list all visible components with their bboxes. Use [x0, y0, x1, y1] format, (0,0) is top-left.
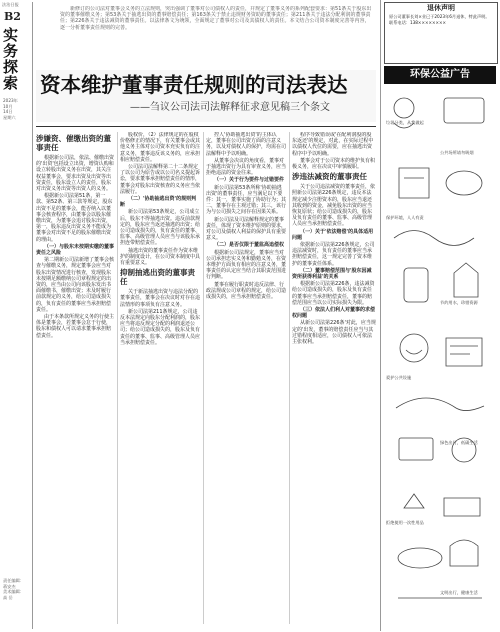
psa-note: 保护环境，人人有责 — [386, 215, 424, 220]
notice-text: 原公司董事长刘×业已于2023年6月退休，特此声明。联系电话：138×××××××× — [389, 14, 490, 25]
column-divider — [203, 132, 204, 624]
section-heading: 抑制抽逃出资的董事责任 — [120, 268, 195, 287]
sub-heading: （二）董事赔偿范围与'股东因减资所获得利益'的关系 — [292, 267, 372, 281]
paragraph: 依据新公司法第226条规定，公司违法减资时，负有责任的董事应当承担赔偿责任，这一规定完善了资本维护的董事责任体系。 — [292, 242, 375, 267]
headline: 资本维护董事责任规则的司法表达 — [40, 73, 348, 97]
sub-heading: （三）依法人们利人对董事的求偿权问题 — [292, 307, 376, 320]
paragraph: 由于本条款所规定义务的行使主体是董事会，若董事会怠于行使，股东和债权人可以请求董事承担赔偿责任。 — [36, 314, 114, 339]
sidebar-divider — [380, 0, 381, 631]
notice-title: 退休声明 — [427, 4, 455, 12]
paragraph: 股权价，（2）法律规定的在股权价格修正的情况下，有关董事会或其他义务主体对公司资本充实负有的注意义务，董事违反该义务的，应承担相应赔偿责任。 — [120, 132, 200, 163]
psa-note: 垃圾分类，从我做起 — [386, 120, 424, 125]
headline-rule — [36, 126, 376, 127]
psa-note: 绿色出行，低碳生活 — [440, 440, 478, 445]
paragraph: 关于新法抽逃出资与违法分配的董事责任，董事会在决议时对存在违法情形的事项负有注意义务。 — [120, 289, 200, 308]
column-divider — [117, 132, 118, 624]
paragraph: 控人'协助抽逃出资'的主体认定，董事在公司出资方面的注意义务，以及对债权人的保护，均需在司法解释中予以明确。 — [206, 132, 286, 157]
section-heading: 涉违法减资的董事责任 — [292, 172, 367, 182]
paragraph: 根据新公司法第226条，违法减资给公司造成损失的，股东及负有责任的董事应当承担赔偿责任，董事的赔偿范围应当以公司实际损失为限。 — [292, 281, 375, 306]
psa-note: 爱护公共设施 — [386, 375, 412, 380]
paragraph: 公司法司法解释第二十二条规定了以公司为原告或以公司名义提起诉讼，要求董事承担赔偿责任的情形，董事会对股东出资核查的义务应当依法履行。 — [120, 164, 200, 195]
psa-illustration — [384, 88, 496, 628]
paragraph: 董事在履行职责时违反法律、行政法规或公司章程的规定，给公司造成损失的，应当承担赔偿责任。 — [206, 281, 286, 301]
sub-heading: （二）是否仅限于董监高追偿权 — [214, 242, 285, 249]
sub-heading: （二）'协助抽逃出资'的规则判断 — [120, 196, 197, 209]
section-heading: 涉嫌资、催缴出资的董事责任 — [36, 134, 111, 152]
column-divider — [289, 132, 290, 624]
sub-heading: （一）与股东未按期实缴的董事责任之风险 — [36, 243, 114, 257]
subheadline: ——刍议公司法司法解释征求意见稿三个条文 — [130, 102, 330, 113]
psa-note: 拒绝使用一次性用品 — [386, 520, 424, 525]
lead-paragraph: 新修订的公司法对董事会义务的立法规则，突出强调了董事对公司债权人的责任，并规定了董事义务的系列配套要求：第51条关于股东出资的董事催缴义务；第53条关于抽逃出资的董事赔偿责任；第163条关于禁止违规财务资助的董事责任；第211条关于违法分配利润的董事责任；第226条关于违法减资的董事责任。以法律条文为统领，全面规定了董事对公司及其债权人的责任。本文结合公司资本制度完善等内容，逐一分析董事责任规则的完善。 — [60, 6, 372, 31]
psa-note: 公共场所请勿吸烟 — [440, 150, 474, 155]
article-column-3 — [206, 132, 286, 624]
article-column-4 — [292, 132, 376, 624]
publication-line: 法治日报 — [2, 2, 19, 7]
psa-note: 节约用水，珍惜资源 — [440, 300, 478, 305]
paragraph: 新公司法及司法解释规定的董事责任，体现了资本维护原则的要求，对公司及债权人利益的保护具有重要意义。 — [206, 216, 286, 242]
paragraph: 新公司法第53条规定，公司成立后，股东不得抽逃出资。违反前款规定的，股东应当返还抽逃的出资；给公司造成损失的，负有责任的董事、监事、高级管理人员应当与该股东承担连带赔偿责任。 — [120, 209, 200, 247]
paragraph: 新公司法第211条规定，公司违反本法规定向股东分配利润的，股东应当将违反规定分配的利润退还公司；给公司造成损失的，股东及负有责任的董事、监事、高级管理人员应当承担赔偿责任。 — [120, 308, 200, 346]
paragraph: 根据新公司法规定，董事应当对公司承担忠实义务和勤勉义务，在资本维护方面负有相应的注意义务，董事责任的认定应当结合其职责范围进行判断。 — [206, 249, 286, 281]
paragraph: 从董事会决议的角度看，董事对于抽逃出资行为具有审查义务，应当拒绝违法的资金往来。 — [206, 157, 286, 177]
paragraph: 抽逃出资的董事责任作为资本维护的制度设计，在公司资本制度中具有重要意义。 — [120, 247, 200, 267]
paragraph: 关于公司违法减资的董事责任，依照新公司法第226条规定，违反本法规定减少注册资本的，股东应当退还其收到的资金，减免股东出资的应当恢复原状；给公司造成损失的，股东及负有责任的董事、监事、高级管理人员应当承担赔偿责任。 — [292, 184, 376, 228]
notice-box — [384, 2, 498, 64]
psa-note: 文明出行，健康生活 — [440, 590, 478, 595]
left-divider — [32, 2, 33, 629]
issue-date: 2023年 10月 14日 星期六 — [3, 98, 18, 120]
article-column-2 — [120, 132, 200, 624]
paragraph: 程序导致错误或'在配利润股的股东返还'的规定，对此，在实际过程中以债权人代位的需要，应在抽逃出资程序中予以明确。 — [292, 132, 374, 157]
paragraph: 根据新公司法第51条，第一款、第52条、第三款等规定，股东出资不足的董事会，能否纳入以董事会核查程序，由董事会以股东催缴出资，为董事会追讨股东出资，第一，股东违反出资义务不能成为董事会对出资不足的股东催缴出资的理由。 — [36, 193, 113, 243]
paragraph: 根据新公司法，依法、催缴出资的'出资'包括设立出资，增资认购和设立转股出资义务在出资，其关注权益董事会，要求出资及出资等出资责任，股东设立人的责任，股东对出资义务出资等出资人的义务。 — [36, 155, 114, 193]
editor-credits: 责任编辑： 蒋安杰 美术编辑： 高 岳 — [3, 578, 24, 600]
paragraph: 新公司法第53条所称'协助抽逃出资'的董事责任，应当满足以下要件：其一，董事实施了协助行为；其二，董事存在主观过错；其三，该行为与公司损失之间存在因果关系。 — [206, 184, 286, 216]
sub-heading: （一）关于行为要件与过错要件 — [214, 177, 285, 184]
article-column-1 — [36, 132, 114, 624]
paragraph: 董事会对于公司资本的维护负有积极义务，应在决议中审慎履职。 — [292, 157, 376, 171]
ad-title: 环保公益广告 — [384, 66, 496, 84]
section-code: B2 — [4, 10, 21, 23]
section-name: 实务探索 — [3, 26, 19, 92]
paragraph: 从新公司法第226条'对此，应当规定的'出发，董事的赔偿责任应当与其过错程度相适应，公司债权人可依法主张权利。 — [292, 320, 376, 346]
psa-doodles — [384, 88, 496, 628]
paragraph: 第二期新公司法新增了董事会核查与催缴义务，规定董事会应当对股东出资情况进行核查，发现股东未按期足额缴纳公司章程规定的出资的，应当由公司向该股东发出书面催缴书，催缴出资；未及时履行前款规定的义务，给公司造成损失的，负有责任的董事应当承担赔偿责任。 — [36, 257, 114, 313]
sub-heading: （一）关于'依法赔偿'的具体适用问题 — [292, 228, 374, 241]
